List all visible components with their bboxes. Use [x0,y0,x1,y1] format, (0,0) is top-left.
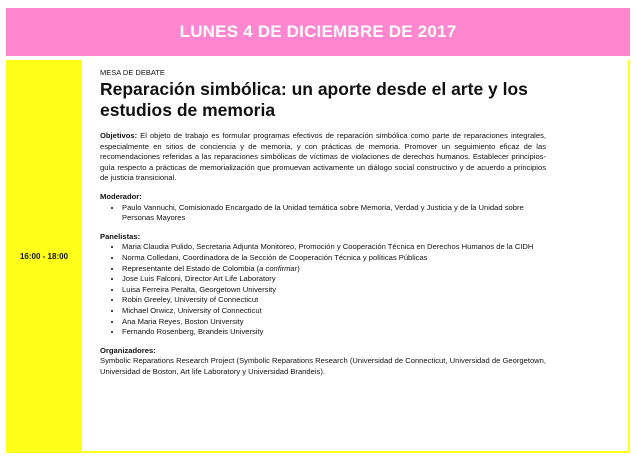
list-item: • Maria Claudia Pulido, Secretaria Adjunta Monitoreo, Promoción y Cooperación Técnica en Derechos Humanos de la CIDH [122,242,546,253]
objectives-paragraph [100,131,546,184]
panelists-heading: Panelistas: [100,231,141,241]
moderator-heading: Moderador: [100,191,142,201]
confirm-close: ) [297,263,300,273]
list-item: • Jose Luis Falconi, Director Art Life Laboratory [122,274,546,285]
list-item: • Fernando Rosenberg, Brandeis University [122,327,546,338]
list-item: • Robin Greeley, University of Connecticut [122,295,546,306]
session-title: Reparación simbólica: un aporte desde el arte y los estudios de memoria [100,79,528,120]
list-item: • Norma Colledani, Coordinadora de la Sección de Cooperación Técnica y políticas Públicas [122,253,546,264]
panelists-list [100,242,546,337]
session-kicker: MESA DE DEBATE [100,68,165,77]
organizers-heading: Organizadores: [100,345,156,355]
session-content [82,60,630,453]
date-header [6,8,630,56]
list-item: • Ana Maria Reyes, Boston University [122,317,546,328]
date-title: LUNES 4 DE DICIEMBRE DE 2017 [179,22,457,41]
list-item: • Paulo Vannuchi, Comisionado Encargado de la Unidad temática sobre Memoria, Verdad y Justicia y de la Unidad sobre Personas Mayores [122,203,546,224]
moderator-section [100,192,546,224]
organizers-section [100,346,546,378]
moderator-list [100,203,546,224]
organizers-text: Symbolic Reparations Research Project (Symbolic Reparations Research (Universidad de Connecticut, Universidad de Georgetown, Universidad de Boston, Art life Laboratory y Universidad Brandeis). [100,356,546,376]
list-item [122,264,546,275]
objectives-text: El objeto de trabajo es formular programas efectivos de reparación simbólica como parte de reparaciones integrales, especialmente en sitios de conciencia y de memoria, y con prácticas de memoria. Promover un seguimiento eficaz de las recomendaciones referidas a las reparaciones simbólicas de víctimas de violaciones de derechos humanos. Establecer principios-guía respecto a prácticas de memorialización que promuevan activamente un diálogo social constructivo y de acuerdo a principios de justicia transicional. [100,131,546,183]
objectives-label: Objetivos: [100,131,138,140]
session-body [100,68,546,377]
list-item: • Luisa Ferreira Peralta, Georgetown University [122,285,546,296]
confirm-note: a confirmar [259,263,298,273]
panelists-section [100,232,546,338]
list-item: • Michael Orwicz, University of Connecticut [122,306,546,317]
time-range: 16:00 - 18:00 [19,252,69,261]
time-column [6,60,82,453]
list-item-text: Representante del Estado de Colombia ( [122,263,260,273]
